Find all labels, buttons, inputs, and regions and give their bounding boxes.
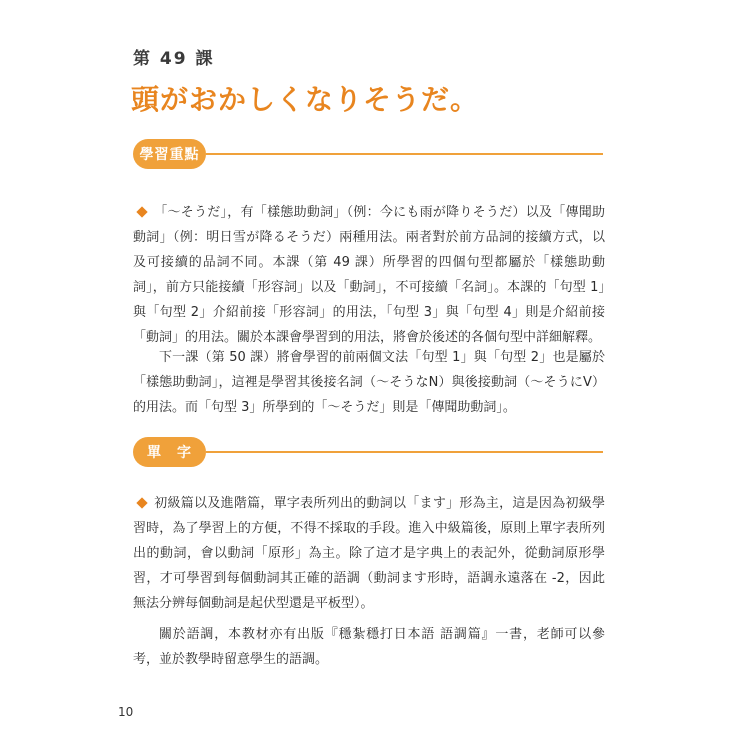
page-number: 10 [118, 705, 134, 719]
section-divider [206, 451, 603, 453]
diamond-bullet-icon [136, 206, 147, 217]
diamond-bullet-icon [136, 497, 147, 508]
vocabulary-paragraph-2: 關於語調，本教材亦有出版『穩紮穩打日本語 語調篇』一書，老師可以參考，並於教學時留意學生的語調。 [133, 627, 605, 667]
section-pill: 學習重點 [133, 139, 206, 169]
vocabulary-paragraph-1 [133, 491, 605, 616]
section-divider [206, 153, 603, 155]
lesson-number: 第 49 課 [133, 49, 215, 69]
paragraph-text: 「〜そうだ」，有「樣態助動詞」（例：今にも雨が降りそうだ）以及「傳聞助動詞」（例：明日雪が降るそうだ）兩種用法。兩者對於前方品詞的接續方式，以及可接續的品詞不同。本課（第 49 課）所學習的四個句型都屬於「樣態助動詞」，前方只能接續「形容詞」以及「動詞」，不可接續「名詞」。本課的「句型 1」與「句型 2」介紹前接「形容詞」的用法，「句型 3」與「句型 4」則是介紹前接「動詞」的用法。關於本課會學習到的用法，將會於後述的各個句型中詳細解釋。 [133, 205, 605, 345]
lesson-title: 頭がおかしくなりそうだ。 [131, 83, 480, 116]
paragraph-text: 初級篇以及進階篇，單字表所列出的動詞以「ます」形為主，這是因為初級學習時，為了學習上的方便，不得不採取的手段。進入中級篇後，原則上單字表所列出的動詞，會以動詞「原形」為主。除了這才是字典上的表記外，從動詞原形學習，才可學習到每個動詞其正確的語調（動詞ます形時，語調永遠落在 -2，因此無法分辨每個動詞是起伏型還是平板型）。 [133, 496, 605, 611]
section-pill: 單 字 [133, 437, 206, 467]
section-header-key-points [133, 139, 603, 169]
key-points-paragraph-1 [133, 200, 605, 350]
key-points-paragraph-2: 下一課（第 50 課）將會學習的前兩個文法「句型 1」與「句型 2」也是屬於「樣態助動詞」，這裡是學習其後接名詞（〜そうなN）與後接動詞（〜そうにV）的用法。而「句型 3」所學到的「〜そうだ」則是「傳聞助動詞」。 [133, 350, 605, 415]
section-header-vocabulary [133, 437, 603, 467]
